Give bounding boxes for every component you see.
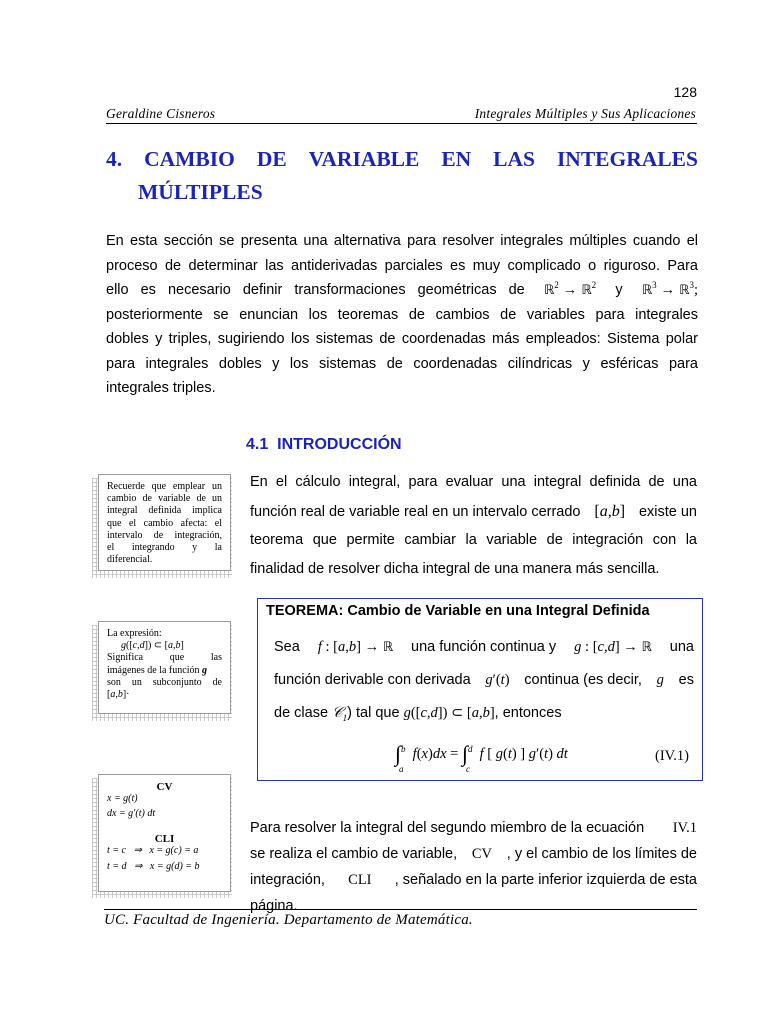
chapter-title <box>106 143 698 209</box>
paragraph-line: proceso de determinar las antiderivadas parciales es muy complicado o riguroso. Para <box>106 257 698 274</box>
math-cv-line1: x = g(t) <box>107 793 138 805</box>
chapter-title-word: INTEGRALES <box>556 147 698 171</box>
paragraph-line: finalidad de resolver dicha integral de una manera más sencilla. <box>250 561 660 577</box>
paragraph-line <box>250 497 697 526</box>
paragraph-text: , y el cambio de los límites de <box>506 846 697 862</box>
note-line: Recuerde que emplear un <box>107 481 222 492</box>
paragraph-text: integración, <box>250 872 325 888</box>
paragraph-text: Para resolver la integral del segundo miembro de la ecuación <box>250 820 645 836</box>
paragraph-line: dobles y triples, sugiriendo los sistemas de coordenadas más empleados: Sistema polar <box>106 331 698 347</box>
math-cli-line1: t = c ⇒ x = g(c) = a <box>107 844 199 856</box>
running-footer: UC. Facultad de Ingeniería. Departamento de Matemática. <box>104 912 473 928</box>
theorem-text: una <box>669 639 694 655</box>
math-r2-to-r2: ℝ$^2$ → ℝ$^2$ <box>543 280 597 298</box>
theorem-line <box>274 664 694 697</box>
intro-subsection-paragraph <box>250 468 697 584</box>
paragraph-text: se realiza el cambio de variable, <box>250 846 458 862</box>
running-header-title: Integrales Múltiples y Sus Aplicaciones <box>474 106 696 121</box>
math-g-map: g : [c,d] → ℝ <box>574 639 652 655</box>
math-image-subset: g([c,d]) ⊂ [a,b] <box>403 705 495 721</box>
note-line: La expresión: <box>107 628 162 639</box>
paragraph-line <box>106 278 698 303</box>
theorem-text: continua (es decir, <box>524 672 642 688</box>
equation-change-of-variable: ∫ b a f(x)dx = ∫ d c f [ g(t) ] g′(t) dt <box>395 741 568 774</box>
paragraph-text: existe un <box>638 504 697 520</box>
math-cv-line2: dx = g′(t) dt <box>107 808 156 820</box>
cli-reference: CLI <box>348 872 372 888</box>
theorem-line <box>274 697 694 730</box>
math-g: g <box>656 672 664 688</box>
margin-note-recall <box>98 474 231 571</box>
theorem-text: una función continua y <box>411 639 557 655</box>
footer-rule <box>104 909 697 910</box>
theorem-text: , entonces <box>494 705 562 721</box>
math-cli-line2: t = d ⇒ x = g(d) = b <box>107 861 200 873</box>
paragraph-line <box>250 867 697 893</box>
paragraph-text: , señalado en la parte inferior izquierda de esta <box>394 872 697 888</box>
math-image-subset: g([c,d]) ⊂ [a,b] <box>121 640 184 652</box>
note-line: cambio de variable de un <box>107 493 222 505</box>
note-line: son un subconjunto de <box>107 676 222 688</box>
math-f-map: f : [a,b] → ℝ <box>317 639 393 655</box>
note-line: integral definida implica <box>107 505 222 517</box>
paragraph-text: y <box>615 282 623 298</box>
paragraph-line: posteriormente se enuncian los teoremas de cambios de variables para integrales <box>106 306 698 323</box>
page-number: 128 <box>673 84 697 100</box>
cli-title: CLI <box>154 832 175 845</box>
running-header-author: Geraldine Cisneros <box>106 106 216 121</box>
cv-title: CV <box>156 781 173 793</box>
theorem-text: de clase <box>274 705 329 721</box>
math-class-c1: 𝒞$_1$ <box>332 705 348 723</box>
note-line: el integrando y la <box>107 542 222 554</box>
paragraph-line: En esta sección se presenta una alternativa para resolver integrales múltiples cuando el <box>106 233 698 249</box>
note-line: imágenes de la función g <box>107 664 207 676</box>
paragraph-text: ello es necesario definir transformaciones geométricas de <box>106 282 525 298</box>
note-text: imágenes de la función <box>107 664 200 676</box>
equation-number: (IV.1) <box>655 748 689 764</box>
paragraph-line: En el cálculo integral, para evaluar una integral definida de una <box>250 474 697 490</box>
cv-reference: CV <box>471 846 493 862</box>
explanation-paragraph <box>250 815 697 919</box>
note-line: diferencial. <box>107 554 153 566</box>
chapter-title-word: DE <box>256 147 287 171</box>
chapter-title-word: EN <box>441 147 472 171</box>
chapter-title-line2: MÚLTIPLES <box>138 180 263 204</box>
paragraph-line <box>250 815 697 841</box>
theorem-text: función derivable con derivada <box>274 672 471 688</box>
paragraph-line: integrales triples. <box>106 380 216 396</box>
margin-note-expression <box>98 621 231 714</box>
note-line: que el cambio afecta: el <box>107 517 222 529</box>
math-interval-ab: [a,b] <box>594 503 626 520</box>
paragraph-line: página. <box>250 898 298 914</box>
chapter-number: 4. <box>106 147 123 171</box>
note-line: intervalo de integración, <box>107 529 222 541</box>
paragraph-line: teorema que permite cambiar la variable de integración con la <box>250 532 697 548</box>
theorem-title: TEOREMA: Cambio de Variable en una Integral Definida <box>266 603 650 619</box>
theorem-text: Sea <box>274 639 300 655</box>
equation-reference: IV.1 <box>672 820 697 836</box>
math-g-prime: g′(t) <box>485 672 510 688</box>
theorem-text: ) tal que <box>347 705 400 721</box>
paragraph-line: para integrales dobles y los sistemas de coordenadas cilíndricas y esféricas para <box>106 355 698 372</box>
paragraph-line <box>250 841 697 867</box>
header-rule <box>106 123 697 124</box>
margin-note-cv-cli <box>98 774 231 892</box>
paragraph-text: función real de variable real en un intervalo cerrado <box>250 504 581 520</box>
theorem-line <box>274 631 694 664</box>
chapter-title-word: LAS <box>493 147 535 171</box>
intro-paragraph <box>106 229 698 401</box>
note-line: Significa que las <box>107 652 222 664</box>
theorem-text: es <box>678 672 694 688</box>
theorem-body <box>274 631 694 730</box>
chapter-title-word: VARIABLE <box>308 147 420 171</box>
math-r3-to-r3: ℝ$^3$ → ℝ$^3$; <box>641 280 698 298</box>
math-interval-ab: [a,b]· <box>107 689 130 701</box>
section-heading: 4.1 INTRODUCCIÓN <box>246 436 402 453</box>
chapter-title-word: CAMBIO <box>144 147 235 171</box>
